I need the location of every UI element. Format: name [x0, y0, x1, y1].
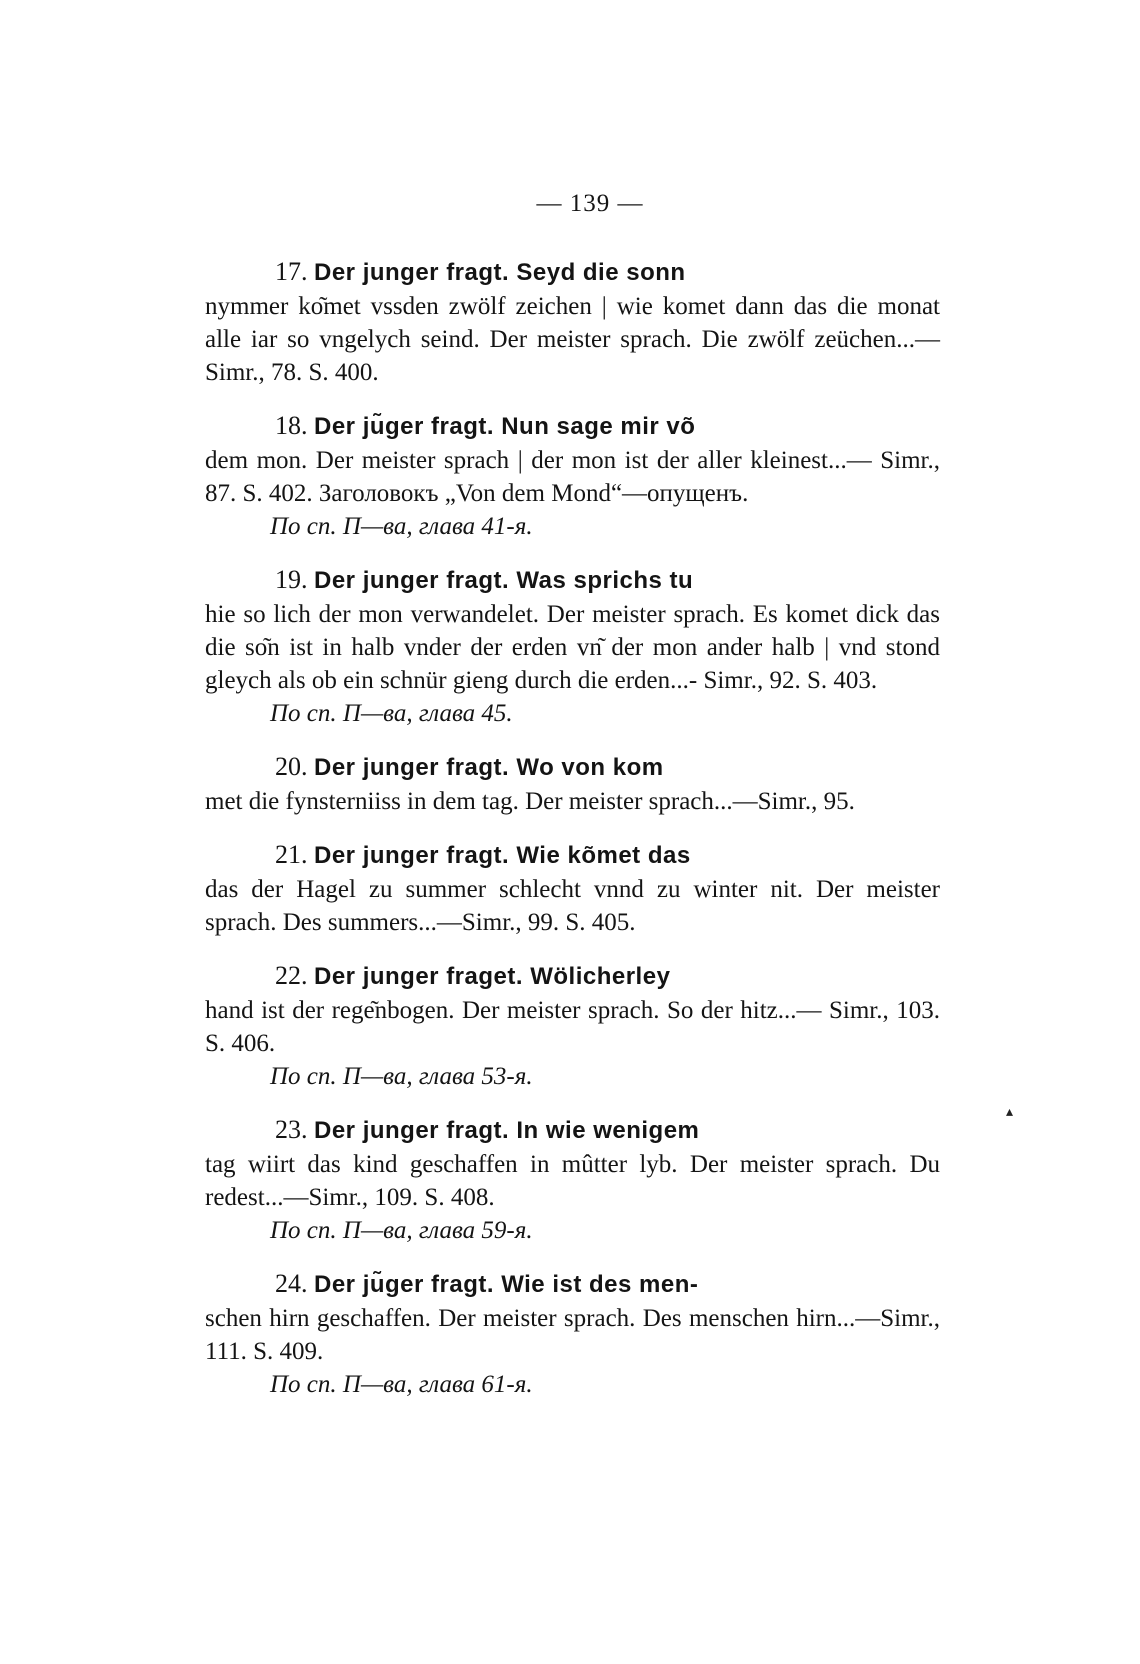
entry-title: Der junger fraget. Wölicherley — [314, 963, 671, 990]
entry-title: Der junger fragt. Was sprichs tu — [314, 567, 694, 594]
entry-number: 23. — [275, 1115, 308, 1144]
entry-heading — [205, 959, 940, 994]
entry-number: 22. — [275, 961, 308, 990]
entry-number: 24. — [275, 1269, 308, 1298]
entry-text: das der Hagel zu summer schlecht vnnd zu winter nit. Der meister sprach. Des summers...—Simr., 99. S. 405. — [205, 876, 940, 936]
entry-19 — [205, 563, 940, 730]
entry-23 — [205, 1113, 940, 1247]
entry-number: 21. — [275, 840, 308, 869]
entry-text: tag wiirt das kind geschaffen in mûtter lyb. Der meister sprach. Du redest...—Simr., 109. S. 408. — [205, 1151, 940, 1211]
entry-24 — [205, 1267, 940, 1401]
entry-heading — [205, 563, 940, 598]
entries-list — [205, 255, 940, 1421]
entry-number: 19. — [275, 565, 308, 594]
entry-title: Der junger fragt. Wo von kom — [314, 754, 664, 781]
entry-heading — [205, 1113, 940, 1148]
entry-title: Der junger fragt. Wie ko͂met das — [314, 842, 691, 869]
entry-21 — [205, 838, 940, 939]
entry-text: met die fynsterniiss in dem tag. Der meister sprach...—Simr., 95. — [205, 788, 855, 815]
entry-text: schen hirn geschaffen. Der meister sprach. Des menschen hirn...—Simr., 111. S. 409. — [205, 1305, 940, 1365]
entry-reference: По сп. П—ва, глава 59-я. — [270, 1217, 533, 1244]
entry-reference: По сп. П—ва, глава 45. — [270, 700, 513, 727]
entry-22 — [205, 959, 940, 1093]
page-number: — 139 — — [536, 190, 644, 217]
entry-heading — [205, 838, 940, 873]
entry-title: Der junger fragt. In wie wenigem — [314, 1117, 700, 1144]
entry-18 — [205, 409, 940, 543]
entry-20 — [205, 750, 940, 818]
entry-text: nymmer ko͂met vssden zwölf zeichen | wie komet dann das die monat alle iar so vngelych seind. Der meister sprach. Die zwölf zeüchen...—Simr., 78. S. 400. — [205, 293, 940, 386]
entry-title: Der ju͂ger fragt. Wie ist des men- — [314, 1271, 699, 1298]
corner-mark: ▴ — [1006, 1105, 1014, 1120]
entry-reference: По сп. П—ва, глава 53-я. — [270, 1063, 533, 1090]
entry-heading — [205, 750, 940, 785]
entry-heading — [205, 409, 940, 444]
entry-heading — [205, 255, 940, 290]
entry-text: hie so lich der mon verwandelet. Der meister sprach. Es komet dick das die so͂n ist in halb vnder der erden vn͂ der mon ander halb | vnd stond gleych als ob ein schnür gieng durch die erden...- Simr., 92. S. 403. — [205, 601, 940, 694]
entry-text: hand ist der rege͂nbogen. Der meister sprach. So der hitz...— Simr., 103. S. 406. — [205, 997, 940, 1057]
entry-number: 17. — [275, 257, 308, 286]
entry-title: Der junger fragt. Seyd die sonn — [314, 259, 686, 286]
entry-text: dem mon. Der meister sprach | der mon ist der aller kleinest...— Simr., 87. S. 402. Заголовокъ „Von dem Mond“—опущенъ. — [205, 447, 940, 507]
entry-reference: По сп. П—ва, глава 61-я. — [270, 1371, 533, 1398]
entry-reference: По сп. П—ва, глава 41-я. — [270, 513, 533, 540]
entry-number: 20. — [275, 752, 308, 781]
entry-title: Der ju͂ger fragt. Nun sage mir vo͂ — [314, 413, 696, 440]
entry-17 — [205, 255, 940, 389]
entry-heading — [205, 1267, 940, 1302]
entry-number: 18. — [275, 411, 308, 440]
